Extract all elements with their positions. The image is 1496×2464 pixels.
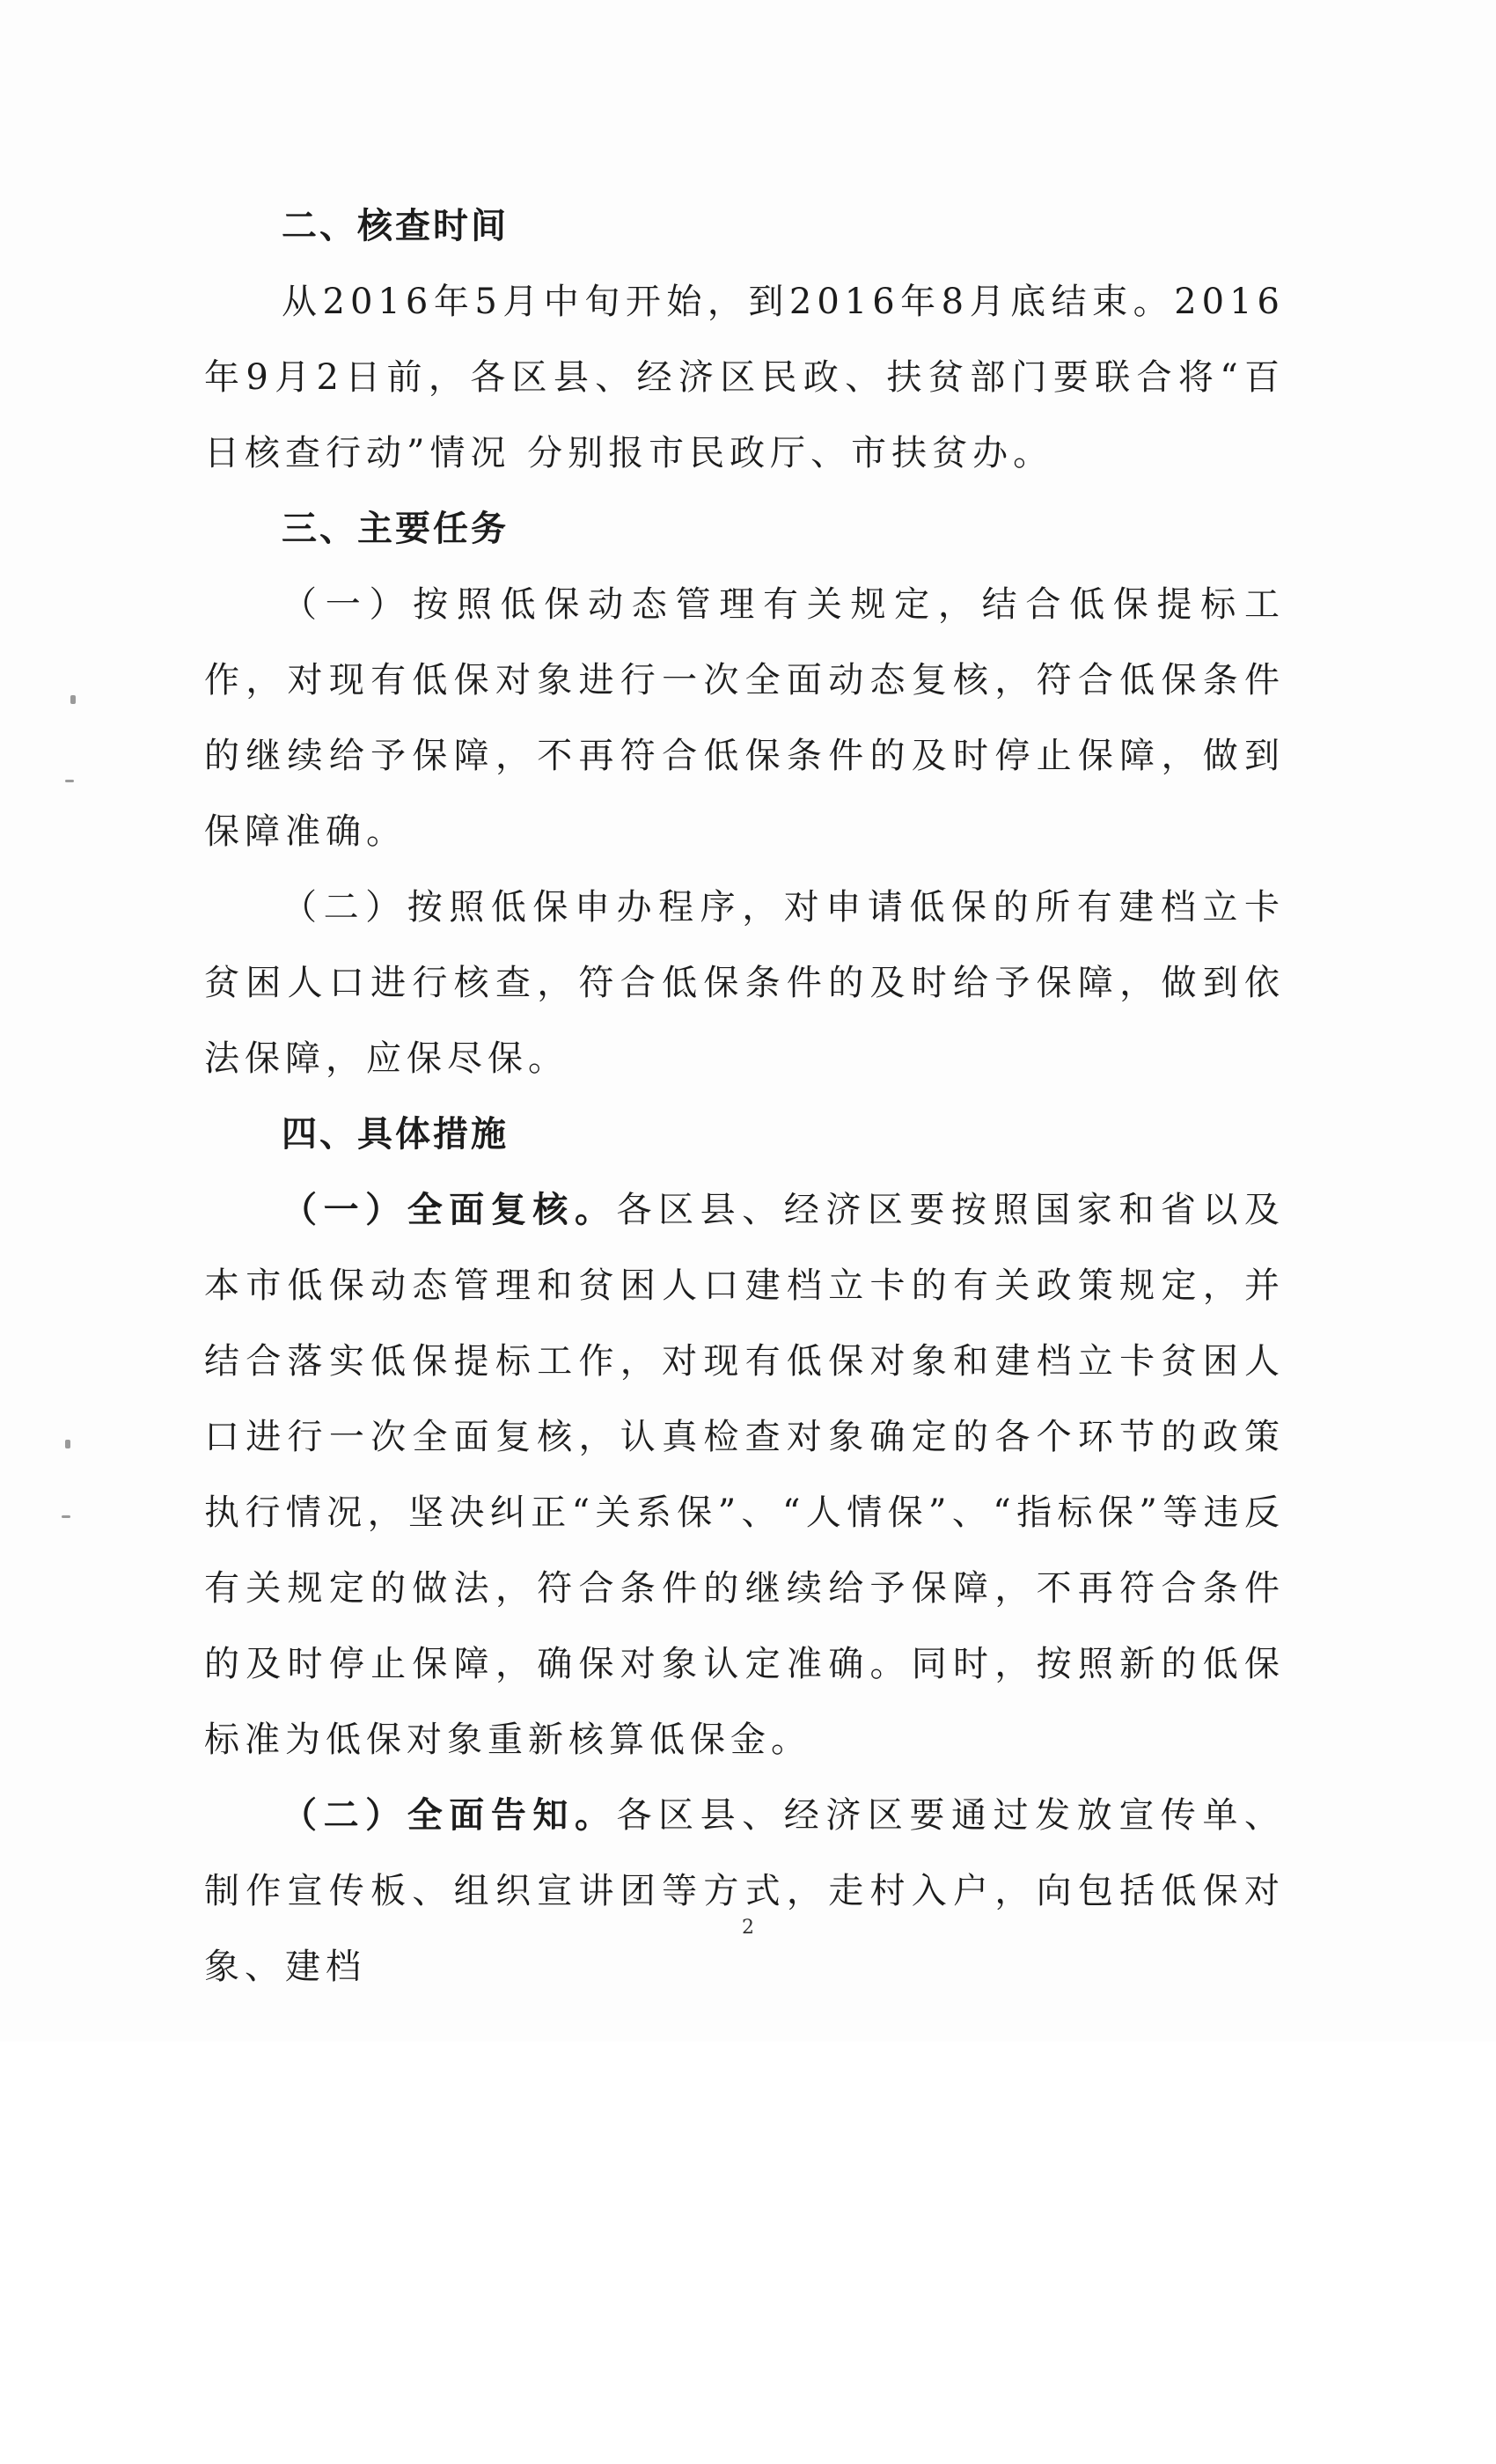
- measures-paragraph-1-body: 各区县、经济区要按照国家和省以及本市低保动态管理和贫困人口建档立卡的有关政策规定，并结合落实低保提标工作，对现有低保对象和建档立卡贫困人口进行一次全面复核，认真检查对象确定的各个环节的政策执行情况，坚决纠正“关系保”、“人情保”、“指标保”等违反有关规定的做法，符合条件的继续给予保障，不再符合条件的及时停止保障，确保对象认定准确。同时，按照新的低保标准为低保对象重新核算低保金。: [204, 1190, 1286, 1760]
- scan-speck: [65, 1440, 70, 1448]
- tasks-paragraph-1: （一）按照低保动态管理有关规定，结合低保提标工作，对现有低保对象进行一次全面动态复核，符合低保条件的继续给予保障，不再符合低保条件的及时停止保障，做到保障准确。: [204, 584, 1285, 852]
- measures-paragraph-2-lead: （二）全面告知。: [282, 1794, 617, 1836]
- tasks-paragraph-2: （二）按照低保申办程序，对申请低保的所有建档立卡贫困人口进行核查，符合低保条件的及时给予保障，做到依法保障，应保尽保。: [204, 887, 1285, 1079]
- scan-speck: [62, 1515, 70, 1518]
- section-time-paragraph: 从2016年5月中旬开始，到2016年8月底结束。2016年9月2日前，各区县、经济区民政、扶贫部门要联合将“百日核查行动”情况 分别报市民政厅、市扶贫办。: [204, 282, 1285, 473]
- section-heading-tasks: 三、主要任务: [282, 509, 509, 549]
- page-number: 2: [742, 1917, 754, 1939]
- document-body: [204, 188, 1285, 2005]
- section-heading-measures: 四、具体措施: [282, 1114, 509, 1155]
- measures-paragraph-2-body: 各区县、经济区要通过发放宣传单、制作宣传板、组织宣讲团等方式，走村入户，向包括低保对象、建档: [204, 1795, 1286, 1987]
- measures-paragraph-2: [204, 1778, 1285, 2005]
- scan-speck: [70, 695, 76, 704]
- measures-paragraph-1-lead: （一）全面复核。: [282, 1189, 617, 1230]
- scan-speck: [65, 780, 74, 782]
- measures-paragraph-1: [204, 1172, 1285, 1778]
- section-heading-time: 二、核查时间: [282, 206, 509, 246]
